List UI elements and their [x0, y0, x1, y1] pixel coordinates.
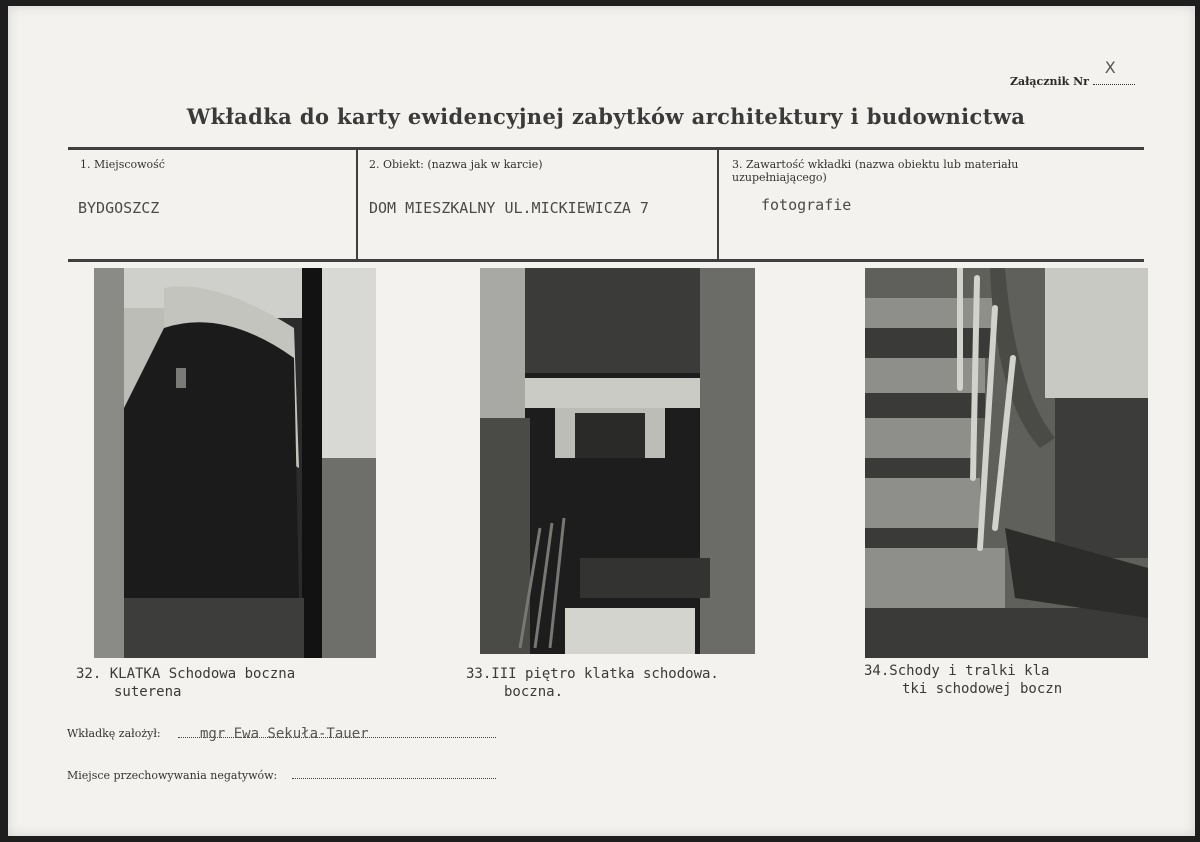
field-label-locality: 1. Miejscowość [80, 158, 165, 171]
caption-32-line1: 32. KLATKA Schodowa boczna [76, 666, 296, 682]
photo-caption-32 [76, 665, 295, 701]
page-title: Wkładka do karty ewidencyjnej zabytków architektury i budownictwa [186, 104, 1026, 129]
caption-33-line1: 33.III piętro klatka schodowa. [466, 666, 719, 682]
photo-caption-33 [466, 665, 719, 701]
header-rule-top [68, 147, 1144, 150]
caption-32-line2: suterena [114, 684, 182, 700]
negatives-label: Miejsce przechowywania negatywów: [67, 769, 278, 782]
field-divider-1 [356, 150, 358, 259]
negatives-dotline [292, 766, 496, 779]
photo-caption-34 [864, 662, 1062, 698]
field-value-object: DOM MIESZKALNY UL.MICKIEWICZA 7 [369, 199, 649, 217]
annex-label: Załącznik Nr [1010, 75, 1089, 88]
photo-third-floor-staircase [480, 268, 755, 654]
founder-value: mgr Ewa Sekuła-Tauer [200, 726, 369, 742]
photo-basement-staircase [94, 268, 376, 658]
field-value-contents: fotografie [761, 196, 852, 214]
field-label-object: 2. Obiekt: (nazwa jak w karcie) [369, 158, 543, 171]
caption-34-line2: tki schodowej boczn [902, 681, 1063, 697]
field-value-locality: BYDGOSZCZ [78, 199, 160, 217]
annex-number-value: X [1104, 58, 1116, 77]
photo-stairs-balusters [865, 268, 1148, 658]
annex-number [1010, 58, 1135, 88]
field-label-contents: 3. Zawartość wkładki (nazwa obiektu lub materiału uzupełniającego) [732, 158, 1019, 184]
caption-33-line2: boczna. [504, 684, 564, 700]
header-rule-bottom [68, 259, 1144, 262]
field-divider-2 [717, 150, 719, 259]
founder-label: Wkładkę założył: [67, 727, 161, 740]
caption-34-line1: 34.Schody i tralki kla [864, 663, 1050, 679]
